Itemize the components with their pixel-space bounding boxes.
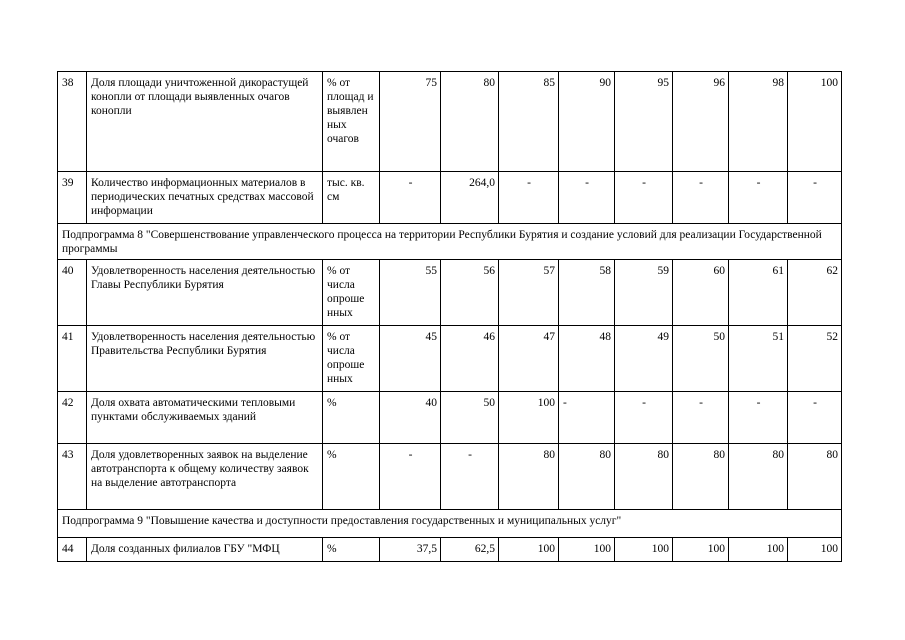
value-cell: 80	[441, 72, 499, 172]
unit-cell: %	[323, 444, 380, 510]
indicator-name: Доля удовлетворенных заявок на выделение автотранспорта к общему количеству заявок на выделение автотранспорта	[87, 444, 323, 510]
indicator-name: Доля созданных филиалов ГБУ "МФЦ	[87, 538, 323, 562]
table-row	[58, 444, 842, 510]
value-cell: 61	[729, 260, 788, 326]
row-number: 43	[58, 444, 87, 510]
unit-cell: % от числа опроше нных	[323, 326, 380, 392]
indicator-name: Количество информационных материалов в периодических печатных средствах массовой информации	[87, 172, 323, 224]
value-cell: 100	[729, 538, 788, 562]
row-number: 41	[58, 326, 87, 392]
value-cell: 98	[729, 72, 788, 172]
table-row	[58, 72, 842, 172]
value-cell: 80	[615, 444, 673, 510]
value-cell: 50	[441, 392, 499, 444]
unit-cell: %	[323, 538, 380, 562]
value-cell: 45	[380, 326, 441, 392]
subprogram-row	[58, 510, 842, 538]
value-cell: 52	[788, 326, 842, 392]
value-cell: 50	[673, 326, 729, 392]
indicator-name: Доля охвата автоматическими тепловыми пунктами обслуживаемых зданий	[87, 392, 323, 444]
table-row	[58, 260, 842, 326]
value-cell: -	[729, 392, 788, 444]
value-cell: -	[559, 392, 615, 444]
value-cell: -	[788, 392, 842, 444]
value-cell: 40	[380, 392, 441, 444]
value-cell: 60	[673, 260, 729, 326]
value-cell: 59	[615, 260, 673, 326]
value-cell: 100	[788, 538, 842, 562]
value-cell: 57	[499, 260, 559, 326]
row-number: 38	[58, 72, 87, 172]
value-cell: 80	[729, 444, 788, 510]
value-cell: 100	[615, 538, 673, 562]
value-cell: -	[499, 172, 559, 224]
value-cell: 62	[788, 260, 842, 326]
value-cell: 100	[788, 72, 842, 172]
value-cell: 100	[499, 392, 559, 444]
indicator-name: Доля площади уничтоженной дикорастущей конопли от площади выявленных очагов конопли	[87, 72, 323, 172]
row-number: 44	[58, 538, 87, 562]
row-number: 39	[58, 172, 87, 224]
value-cell: 37,5	[380, 538, 441, 562]
table-row	[58, 392, 842, 444]
value-cell: -	[380, 444, 441, 510]
unit-cell: %	[323, 392, 380, 444]
value-cell: 80	[559, 444, 615, 510]
value-cell: -	[673, 392, 729, 444]
indicators-table	[57, 71, 842, 562]
value-cell: 46	[441, 326, 499, 392]
value-cell: 100	[559, 538, 615, 562]
value-cell: 80	[499, 444, 559, 510]
unit-cell: % от числа опроше нных	[323, 260, 380, 326]
value-cell: 49	[615, 326, 673, 392]
row-number: 42	[58, 392, 87, 444]
indicator-name: Удовлетворенность населения деятельностью Главы Республики Бурятия	[87, 260, 323, 326]
value-cell: 264,0	[441, 172, 499, 224]
value-cell: 90	[559, 72, 615, 172]
value-cell: -	[615, 172, 673, 224]
subprogram-heading: Подпрограмма 8 "Совершенствование управленческого процесса на территории Республики Бурятия и создание условий для реализации Государственной программы	[58, 224, 842, 260]
value-cell: 51	[729, 326, 788, 392]
subprogram-heading: Подпрограмма 9 "Повышение качества и доступности предоставления государственных и муниципальных услуг"	[58, 510, 842, 538]
value-cell: -	[559, 172, 615, 224]
value-cell: 80	[788, 444, 842, 510]
value-cell: -	[673, 172, 729, 224]
value-cell: 62,5	[441, 538, 499, 562]
row-number: 40	[58, 260, 87, 326]
unit-cell: тыс. кв. см	[323, 172, 380, 224]
table-row	[58, 326, 842, 392]
value-cell: -	[380, 172, 441, 224]
value-cell: 47	[499, 326, 559, 392]
value-cell: 95	[615, 72, 673, 172]
value-cell: 75	[380, 72, 441, 172]
value-cell: -	[729, 172, 788, 224]
value-cell: 80	[673, 444, 729, 510]
table-row	[58, 172, 842, 224]
value-cell: -	[788, 172, 842, 224]
value-cell: 100	[499, 538, 559, 562]
value-cell: 58	[559, 260, 615, 326]
indicator-name: Удовлетворенность населения деятельностью Правительства Республики Бурятия	[87, 326, 323, 392]
value-cell: 56	[441, 260, 499, 326]
value-cell: 48	[559, 326, 615, 392]
unit-cell: % от площад и выявлен ных очагов	[323, 72, 380, 172]
value-cell: -	[441, 444, 499, 510]
value-cell: 85	[499, 72, 559, 172]
table-row	[58, 538, 842, 562]
value-cell: 96	[673, 72, 729, 172]
value-cell: -	[615, 392, 673, 444]
value-cell: 100	[673, 538, 729, 562]
value-cell: 55	[380, 260, 441, 326]
subprogram-row	[58, 224, 842, 260]
